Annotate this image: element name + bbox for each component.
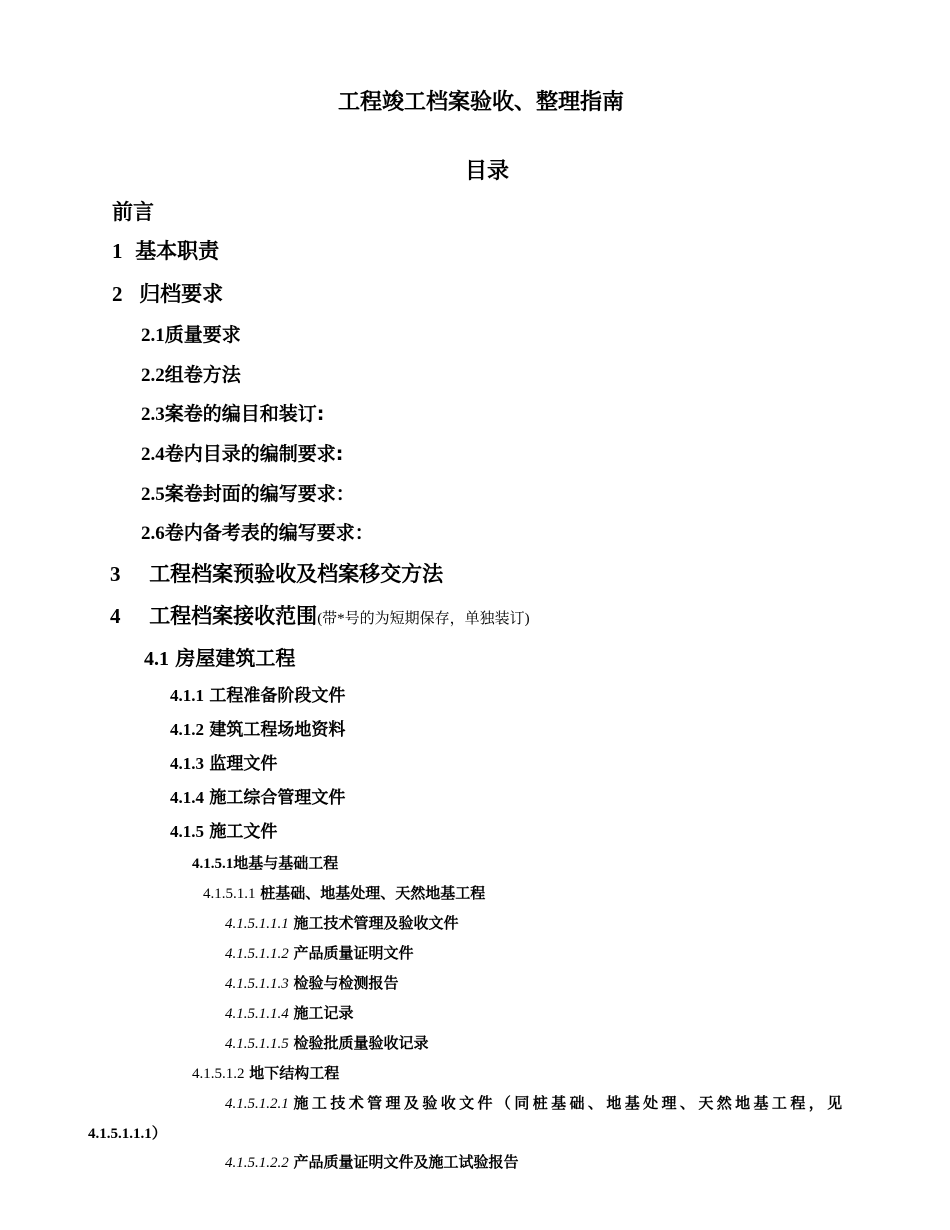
toc-entry-number: 4.1.1 [170,686,204,705]
toc-entry-number: 4.1.5.1.1.1 [225,916,289,932]
toc-entry-2-6 [141,524,374,543]
document-title: 工程竣工档案验收、整理指南 [338,90,625,115]
toc-entry-label: 卷内备考表的编写要求： [164,522,374,544]
toc-entry-label: 基本职责 [135,239,220,263]
toc-entry-number: 4.1.5.1.1.2 [225,946,289,962]
toc-entry-label: 检验与检测报告 [293,974,399,992]
toc-entry-4-1 [144,648,295,669]
toc-entry-4-1-5-1-2 [192,1066,339,1082]
toc-entry-label: 施工技术管理及验收文件 [293,914,459,932]
toc-entry-label: 案卷的编目和装订: [164,403,325,425]
toc-entry-label: 质量要求 [164,324,241,346]
toc-entry-4-1-5-1-1-5 [225,1036,429,1052]
toc-entry-4-1-4 [170,789,345,807]
toc-entry-label: 地基与基础工程 [233,854,339,872]
toc-entry-4-1-5 [170,823,277,841]
toc-entry-4-1-5-1-1-4 [225,1006,354,1022]
toc-entry-4-1-3 [170,755,277,773]
toc-entry-number: 2.5 [141,484,165,505]
toc-entry-4 [110,606,530,627]
toc-entry-2-1 [141,326,241,345]
toc-entry-3 [110,564,443,585]
toc-entry-label: 建筑工程场地资料 [209,720,346,740]
toc-entry-label: 归档要求 [139,282,224,306]
toc-entry-number: 4.1.3 [170,754,204,773]
toc-entry-4-1-5-1-2-2 [225,1155,519,1171]
toc-entry-label: 房屋建筑工程 [175,646,296,670]
toc-entry-number: 4.1.4 [170,788,204,807]
toc-entry-4-1-2 [170,721,345,739]
toc-entry-label: 施工综合管理文件 [209,788,346,808]
toc-entry-number: 4.1.5.1.2 [192,1066,245,1082]
toc-entry-1 [112,241,219,262]
toc-entry-number: 3 [110,562,121,586]
toc-entry-number: 4.1.5.1.1.3 [225,976,289,992]
toc-entry-label: 施工文件 [209,822,278,842]
toc-entry-number: 2.4 [141,444,165,465]
toc-entry-label: 检验批质量验收记录 [293,1034,429,1052]
toc-entry-number: 4.1.5 [170,822,204,841]
toc-entry-number: 4.1.5.1.1.5 [225,1036,289,1052]
toc-entry-number: 4.1.2 [170,720,204,739]
toc-entry-label: 施工技术管理及验收文件（同桩基础、地基处理、天然地基工程，见 [293,1094,846,1112]
toc-entry-2 [112,284,223,305]
toc-entry-4-1-1 [170,687,345,705]
toc-entry-label: 组卷方法 [164,364,241,386]
toc-entry-label: 卷内目录的编制要求: [164,443,344,465]
toc-entry-4-1-5-1-1-1 [225,916,459,932]
toc-entry-preface: 前言 [112,200,154,224]
toc-entry-number: 2.2 [141,365,165,386]
toc-entry-number: 4.1.5.1.2.1 [225,1096,289,1112]
toc-entry-label: 监理文件 [209,754,278,774]
toc-entry-2-2 [141,366,241,385]
toc-entry-continuation: 4.1.5.1.1.1） [88,1126,167,1142]
toc-entry-4-1-5-1-1-2 [225,946,414,962]
toc-entry-label: 工程档案预验收及档案移交方法 [149,562,444,586]
toc-entry-label: 桩基础、地基处理、天然地基工程 [260,884,486,902]
toc-entry-label: 地下结构工程 [249,1064,340,1082]
toc-entry-label: 工程档案接收范围 [149,604,318,628]
toc-entry-2-4 [141,445,343,464]
toc-entry-label: 案卷封面的编写要求： [164,483,355,505]
toc-entry-4-1-5-1-2-1 [225,1096,846,1112]
toc-entry-note: (带*号的为短期保存，单独装订) [317,611,530,627]
toc-entry-number: 4.1.5.1.1.4 [225,1006,289,1022]
toc-entry-label: 工程准备阶段文件 [209,686,346,706]
toc-entry-label: 产品质量证明文件及施工试验报告 [293,1153,519,1171]
toc-entry-4-1-5-1-1 [203,886,485,902]
toc-entry-number: 4.1.5.1.2.2 [225,1155,289,1171]
toc-entry-number: 2.1 [141,325,165,346]
toc-heading: 目录 [465,159,510,184]
toc-entry-label: 施工记录 [293,1004,354,1022]
toc-entry-label: 产品质量证明文件 [293,944,414,962]
toc-entry-number: 1 [112,239,123,263]
toc-entry-4-1-5-1-1-3 [225,976,399,992]
toc-entry-number: 4.1.5.1 [192,856,234,872]
toc-entry-number: 4.1.5.1.1 [203,886,256,902]
toc-entry-number: 2 [112,282,123,306]
toc-entry-number: 4 [110,604,121,628]
toc-entry-2-3 [141,405,324,424]
toc-entry-number: 2.6 [141,523,165,544]
toc-entry-4-1-5-1 [192,856,338,872]
toc-entry-4-1-5-1-2-1-continuation [88,1126,167,1142]
toc-entry-number: 4.1 [144,648,169,670]
toc-entry-2-5 [141,485,355,504]
toc-entry-number: 2.3 [141,404,165,425]
